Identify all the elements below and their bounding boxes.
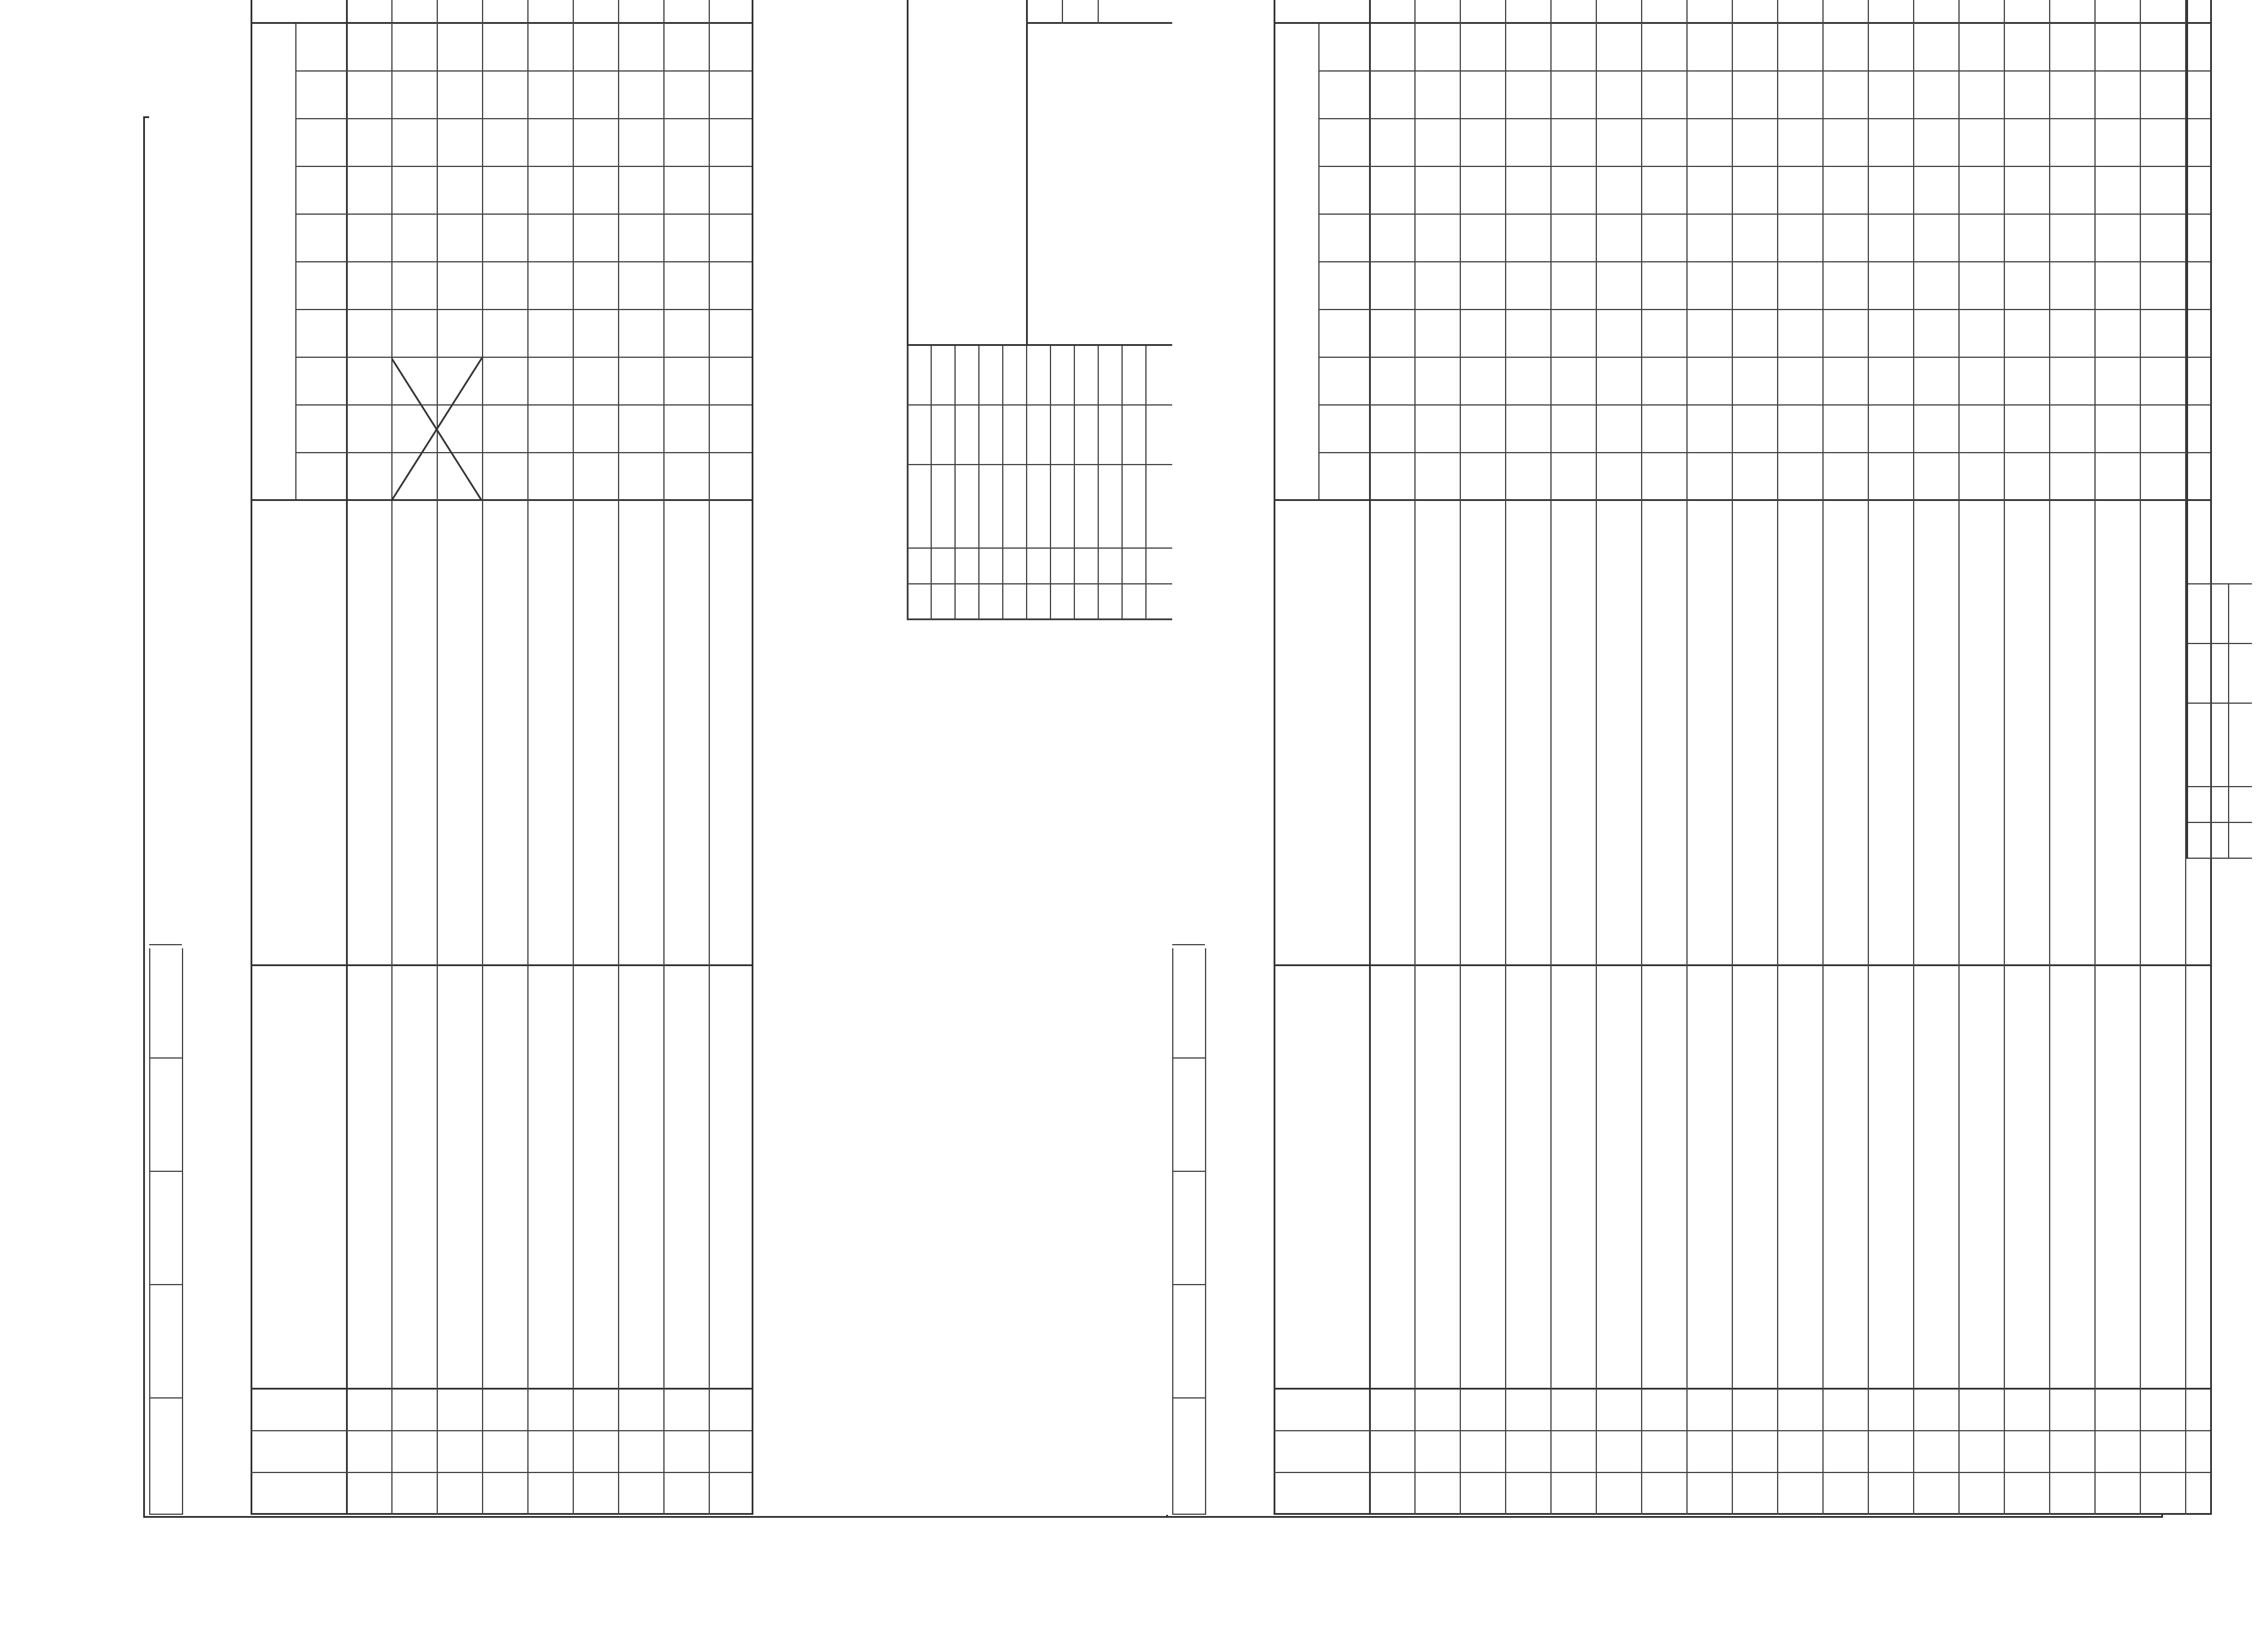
column-line [251,1388,752,1390]
qty-sub-rule [295,24,296,501]
row-line [2094,0,2096,1515]
row-line [1641,0,1642,1515]
stamp-row [1074,346,1075,620]
row-line [1460,0,1461,1515]
column-line [1318,452,2210,453]
column-line [295,404,752,406]
stamp-row [1098,346,1099,620]
column-line [295,357,752,358]
label-divider [149,1284,182,1285]
column-line [1318,70,2210,72]
stamp-row [1145,346,1147,620]
stamp-row [954,346,956,620]
label-divider [149,1397,182,1399]
row-line [1822,0,1824,1515]
column-line [1318,404,2210,406]
row-line [527,0,529,1515]
row-line [1732,0,1733,1515]
header-bottom [346,0,348,1515]
stamp-row [1050,346,1051,620]
stamp-row [2228,584,2229,859]
crossed-cells [391,358,482,501]
row-line [663,0,665,1515]
row-line [1777,0,1778,1515]
spec-sheet-2 [1172,0,2252,1515]
stamp-row [1026,346,1027,620]
label-divider [1172,1284,1205,1285]
stamp-col [2186,786,2252,787]
header-bottom [1369,0,1371,1515]
stamp-col [2186,822,2252,823]
stamp-row [978,346,979,620]
label-strip-top [149,948,150,1515]
header-top [1274,0,1275,1515]
row-line [437,0,438,1515]
column-line [295,166,752,167]
row-line [482,0,483,1515]
column-line [1318,166,2210,167]
row-line [1958,0,1960,1515]
stamp-row [907,346,908,620]
label-divider [149,1171,182,1172]
stamp-col [2186,703,2252,704]
lit-rule [1062,0,1063,24]
row-line [391,0,393,1515]
row-line [1414,0,1416,1515]
row-line [1550,0,1552,1515]
column-line [295,70,752,72]
row-line [1596,0,1597,1515]
label-divider [149,1057,182,1059]
column-line [251,1472,752,1473]
label-divider [1172,1171,1205,1172]
row-line [1913,0,1914,1515]
label-divider [149,1514,182,1515]
column-line [295,309,752,310]
column-line [251,1430,752,1431]
column-line [251,964,752,966]
spec-sheet-1 [149,0,1229,1515]
stamp-row [1002,346,1003,620]
column-line [251,499,752,501]
row-line [1868,0,1869,1515]
stamp-row [931,346,932,620]
row-line [1686,0,1688,1515]
column-line [295,452,752,453]
lit-rule [1098,0,1099,24]
label-strip-bottom [1205,948,1206,1515]
row-line [573,0,574,1515]
row-line [2004,0,2005,1515]
stamp-col [2186,643,2252,644]
qty-sub-rule [1318,24,1320,501]
code-divider [1026,0,1028,346]
row-line [709,0,710,1515]
title-block-top [2186,0,2188,859]
label-divider [1172,1514,1205,1515]
row-line [1505,0,1506,1515]
column-line [1318,309,2210,310]
column-line [251,22,752,24]
stamp-col [2186,583,2252,584]
label-strip-top [1172,948,1173,1515]
column-line [1318,357,2210,358]
column-line [1318,261,2210,262]
stamp-row [1121,346,1123,620]
row-line [2140,0,2141,1515]
stamp-row [2210,584,2211,859]
label-divider [1172,944,1205,945]
table-bottom [752,0,753,1515]
column-line [295,261,752,262]
label-divider [1172,1397,1205,1399]
column-line [1318,118,2210,119]
column-line [295,118,752,119]
label-divider [1172,1057,1205,1059]
column-line [1318,214,2210,215]
column-line [295,214,752,215]
label-strip-bottom [182,948,183,1515]
row-line [618,0,619,1515]
row-line [2049,0,2050,1515]
header-top [251,0,252,1515]
label-divider [149,944,182,945]
stamp-col [2186,858,2252,859]
column-line [251,1513,752,1515]
